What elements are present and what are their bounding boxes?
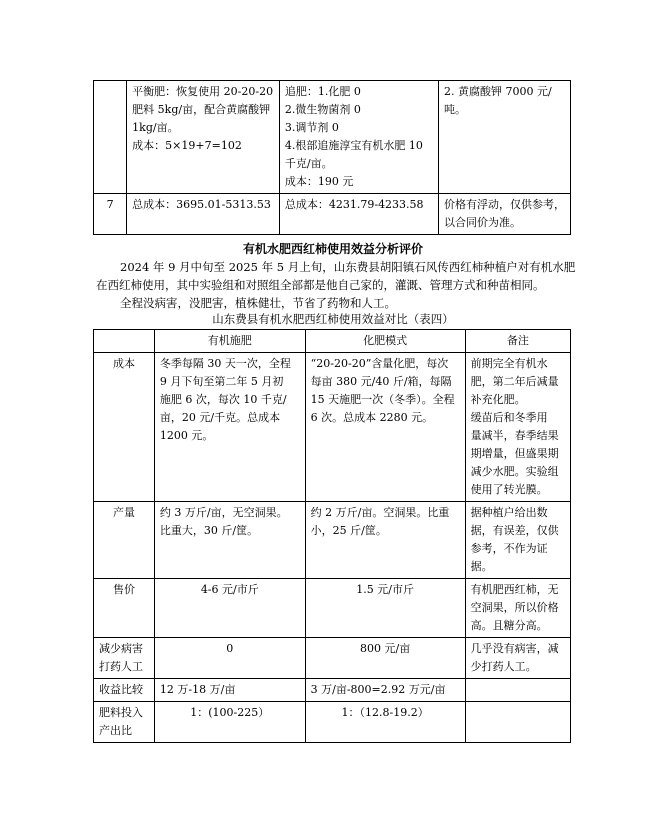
table-row [94,702,571,743]
continuation-table [93,80,571,235]
section-title: 有机水肥西红柿使用效益分析评价 [242,242,423,256]
row-number-cell: 7 [94,194,127,235]
chemical-cell: 1：（12.8-19.2） [305,702,465,743]
total-cost-b-cell: 总成本：4231.79-4233.58 [279,194,438,235]
plan-a-cell: 平衡肥：恢复使用 20-20-20 肥料 5kg/亩，配合黄腐酸钾 1kg/亩。 成本：5×19+7=102 [127,81,280,194]
note-cell [465,679,570,702]
row-label: 售价 [94,579,155,638]
organic-cell: 0 [154,638,305,679]
row-label: 减少病害 打药人工 [94,638,155,679]
total-cost-a-cell: 总成本：3695.01-5313.53 [127,194,280,235]
note-cell: 前期完全有机水 肥，第二年后减量 补充化肥。 缓苗后和冬季用 量减半，春季结果 期增量，但盛果期 减少水肥。实验组 使用了转光膜。 [465,353,570,502]
row-label: 收益比较 [94,679,155,702]
table-row [94,579,571,638]
note-cell: 价格有浮动，仅供参考， 以合同价为准。 [438,194,570,235]
chemical-cell: 800 元/亩 [305,638,465,679]
table-header-row [94,330,571,353]
note-cell [465,702,570,743]
row-label: 成本 [94,353,155,502]
chemical-cell: 约 2 万斤/亩。空洞果。比重 小，25 斤/筐。 [305,502,465,579]
header-cell: 化肥模式 [305,330,465,353]
organic-cell: 4-6 元/市斤 [154,579,305,638]
benefit-comparison-table [93,329,571,743]
row-label: 产量 [94,502,155,579]
table-row [94,638,571,679]
table-row [94,81,571,194]
organic-cell: 1：(100-225） [154,702,305,743]
header-cell [94,330,155,353]
organic-cell: 冬季每隔 30 天一次，全程 9 月下旬至第二年 5 月初 施肥 6 次，每次 10 千克/ 亩，20 元/千克。总成本 1200 元。 [154,353,305,502]
table-row [94,353,571,502]
row-number-cell [94,81,127,194]
chemical-cell: 3 万/亩-800=2.92 万元/亩 [305,679,465,702]
organic-cell: 12 万-18 万/亩 [154,679,305,702]
note-cell: 2. 黄腐酸钾 7000 元/ 吨。 [438,81,570,194]
note-cell: 几乎没有病害，减 少打药人工。 [465,638,570,679]
note-cell: 有机肥西红柿，无 空洞果，所以价格 高。且糖分高。 [465,579,570,638]
table-row [94,679,571,702]
note-cell: 据种植户给出数 据，有误差，仅供 参考，不作为证 据。 [465,502,570,579]
table-caption: 山东费县有机水肥西红柿使用效益对比（表四） [212,312,454,326]
header-cell: 有机施肥 [154,330,305,353]
paragraph: 全程没病害，没肥害，植株健壮，节省了药物和人工。 [120,296,396,310]
paragraph: 2024 年 9 月中旬至 2025 年 5 月上旬，山东费县胡阳镇石风传西红柿种植户对有机水肥在西红柿使用，其中实验组和对照组全部都是他自己家的，灌溉、管理方式和种苗相同。 [96,260,576,292]
organic-cell: 约 3 万斤/亩，无空洞果。 比重大，30 斤/筐。 [154,502,305,579]
table-row [94,502,571,579]
table-row [94,194,571,235]
chemical-cell: 1.5 元/市斤 [305,579,465,638]
row-label: 肥料投入 产出比 [94,702,155,743]
chemical-cell: “20-20-20”含量化肥，每次 每亩 380 元/40 斤/箱，每隔 15 天施肥一次（冬季）。全程 6 次。总成本 2280 元。 [305,353,465,502]
header-cell: 备注 [465,330,570,353]
plan-b-cell: 追肥：1.化肥 0 2.微生物菌剂 0 3.调节剂 0 4.根部追施淳宝有机水肥 10 千克/亩。 成本：190 元 [279,81,438,194]
